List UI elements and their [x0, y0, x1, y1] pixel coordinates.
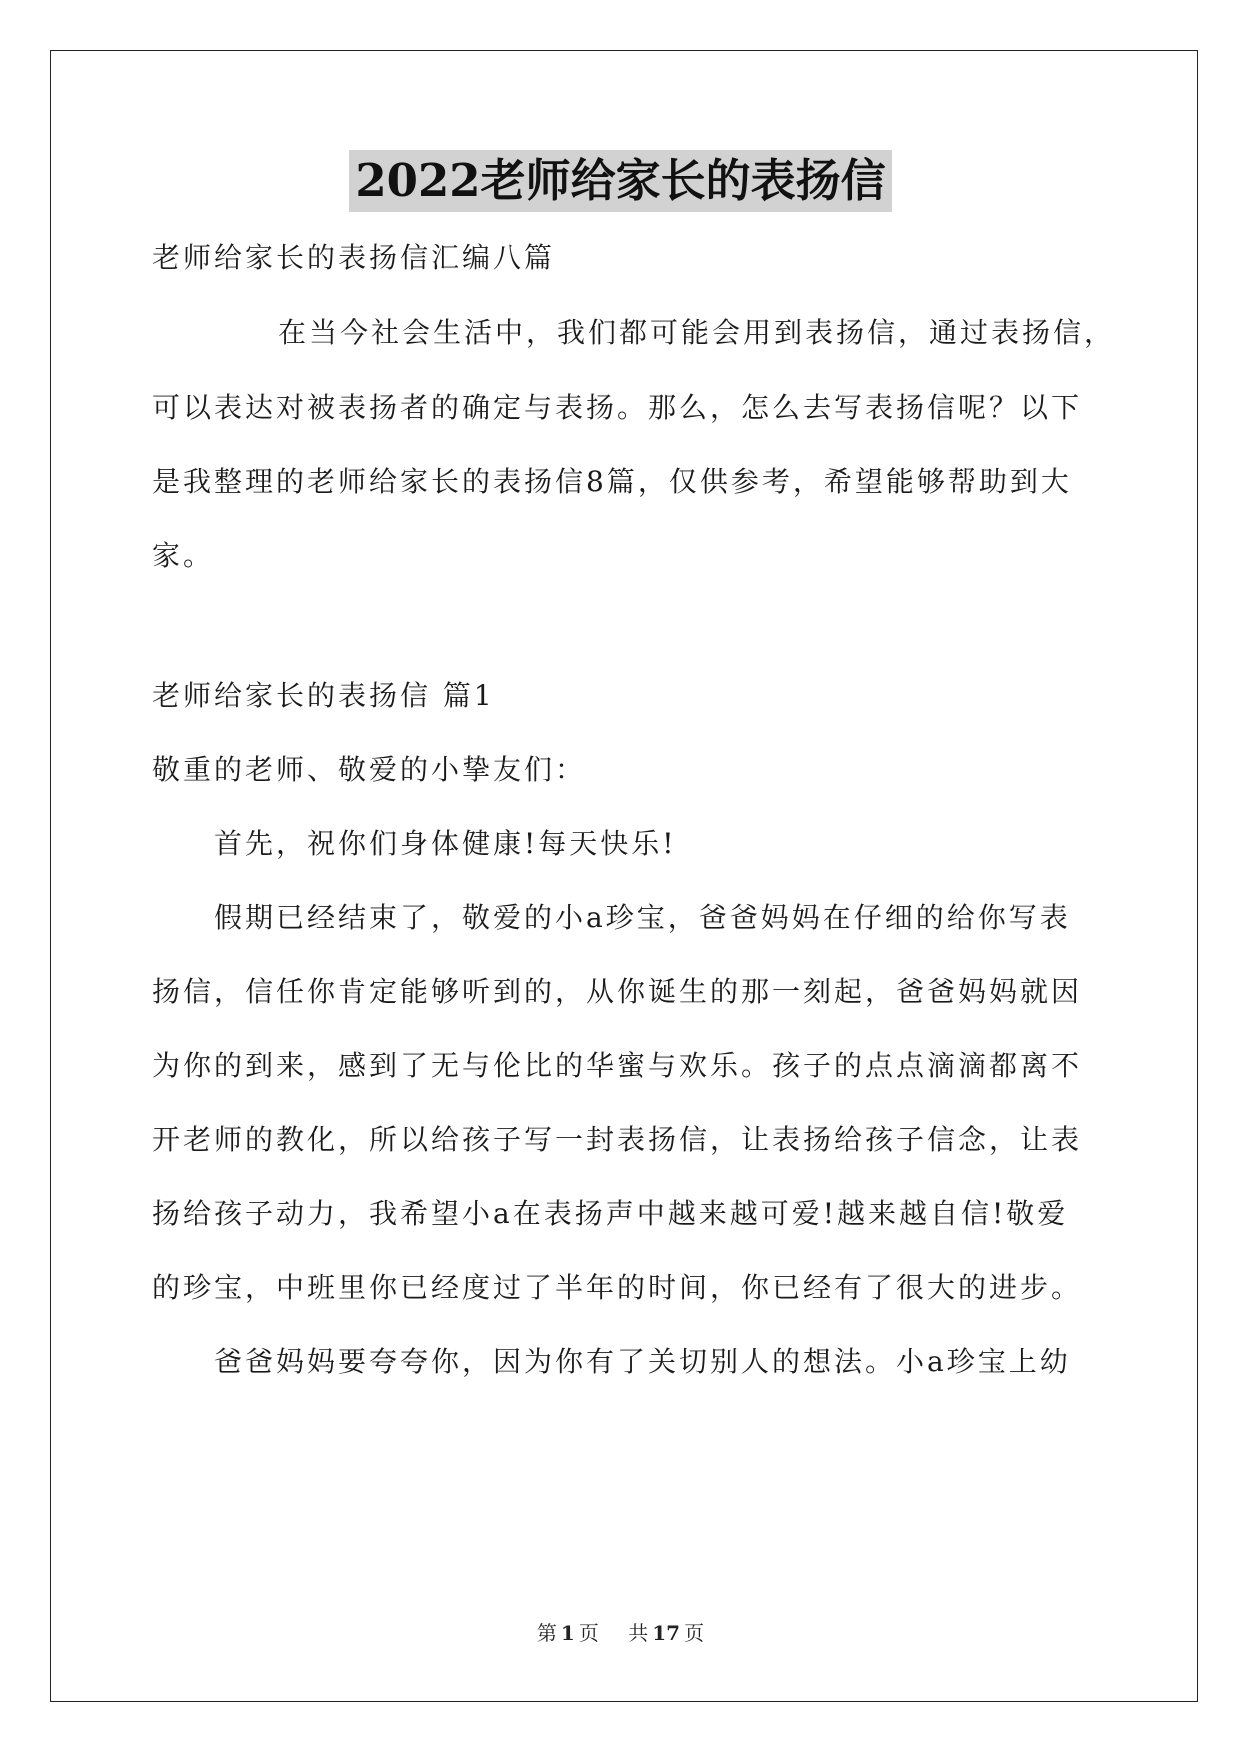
paragraph-line: 扬给孩子动力，我希望小a在表扬声中越来越可爱!越来越自信!敬爱: [152, 1197, 1069, 1230]
section-heading: 老师给家长的表扬信 篇1: [152, 679, 495, 712]
paragraph-line: 开老师的教化，所以给孩子写一封表扬信，让表扬给孩子信念，让表: [152, 1123, 1083, 1156]
paragraph-line: 家。: [152, 539, 215, 572]
paragraph-line: 扬信，信任你肯定能够听到的，从你诞生的那一刻起，爸爸妈妈就因: [152, 975, 1083, 1008]
page-footer: [0, 1617, 1241, 1646]
total-page-count: 17: [652, 1621, 681, 1645]
subtitle-line: 老师给家长的表扬信汇编八篇: [152, 241, 556, 274]
title-container: [0, 150, 1241, 212]
paragraph-line: 假期已经结束了，敬爱的小a珍宝，爸爸妈妈在仔细的给你写表: [214, 901, 1071, 934]
paragraph-line: 是我整理的老师给家长的表扬信8篇，仅供参考，希望能够帮助到大: [152, 465, 1072, 498]
paragraph-line: 为你的到来，感到了无与伦比的华蜜与欢乐。孩子的点点滴滴都离不: [152, 1049, 1083, 1082]
page-prefix: 第: [536, 1621, 557, 1645]
total-suffix: 页: [684, 1621, 705, 1645]
paragraph-line: 首先，祝你们身体健康!每天快乐!: [214, 827, 677, 860]
paragraph-line: 的珍宝，中班里你已经度过了半年的时间，你已经有了很大的进步。: [152, 1271, 1083, 1304]
salutation-line: 敬重的老师、敬爱的小挚友们：: [152, 753, 587, 786]
document-title: 2022老师给家长的表扬信: [349, 150, 891, 212]
page-border: [50, 50, 1198, 1702]
paragraph-line: 在当今社会生活中，我们都可能会用到表扬信，通过表扬信，: [278, 316, 1116, 349]
page-suffix: 页: [578, 1621, 599, 1645]
paragraph-line: 爸爸妈妈要夸夸你，因为你有了关切别人的想法。小a珍宝上幼: [214, 1345, 1071, 1378]
paragraph-line: 可以表达对被表扬者的确定与表扬。那么，怎么去写表扬信呢？以下: [152, 391, 1083, 424]
current-page-number: 1: [560, 1621, 575, 1645]
total-prefix: 共: [628, 1621, 649, 1645]
